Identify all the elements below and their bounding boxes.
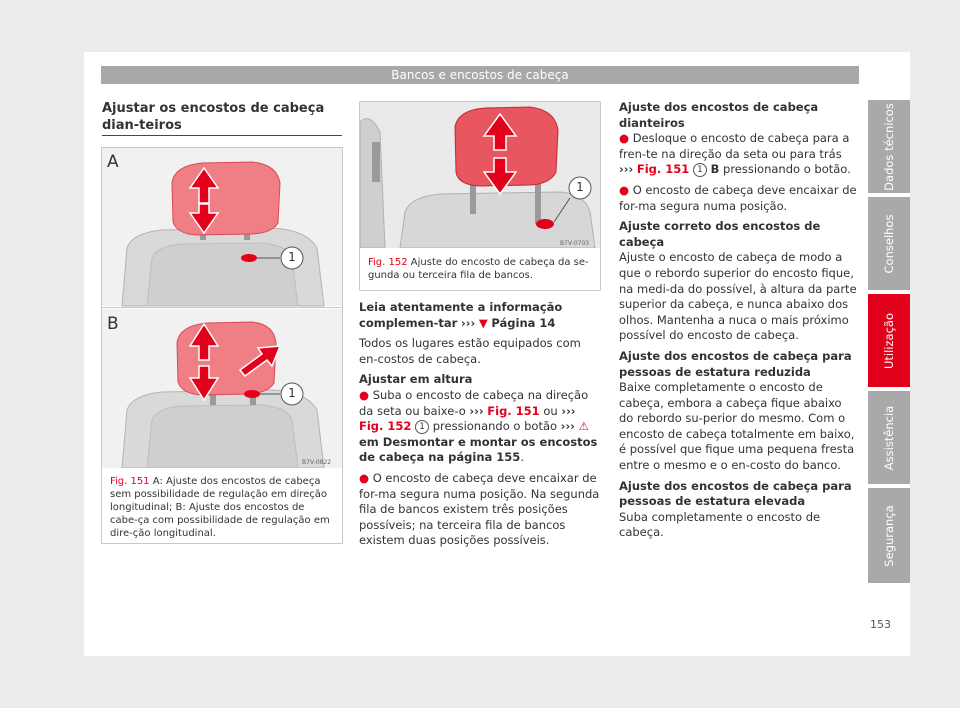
caption-text: Ajuste do encosto de cabeça da se-gunda ou terceira fila de bancos.: [368, 257, 589, 281]
text: O encosto de cabeça deve encaixar de for-ma segura numa posição.: [619, 182, 857, 213]
subheading: Ajustar em altura: [359, 372, 473, 387]
tab-dados-tecnicos[interactable]: [868, 100, 910, 193]
tab-label: Dados técnicos: [882, 102, 896, 191]
intro-text: Leia atentamente a informação complemen-tar: [359, 300, 563, 330]
text: ou: [543, 403, 558, 418]
bullet-icon: ●: [619, 131, 630, 146]
intro-paragraph: [359, 300, 601, 331]
fig-ref-link[interactable]: Fig. 151: [636, 162, 690, 177]
text: Desloque o encosto de cabeça para a fren-te na direção da seta ou para trás: [619, 131, 850, 161]
paragraph: Todos os lugares estão equipados com en-costos de cabeça.: [359, 336, 581, 366]
title-rule: [102, 135, 342, 136]
arrows: ›››: [461, 315, 476, 330]
subheading: Ajuste dos encostos de cabeça para pessoas de estatura elevada: [619, 478, 852, 509]
fig-ref-link[interactable]: Fig. 151: [487, 403, 540, 418]
tab-label: Segurança: [882, 504, 896, 567]
callout-1: 1: [288, 250, 296, 264]
bullet-item: [619, 183, 859, 214]
text: Suba o encosto de cabeça na direção da seta ou baixe-o: [359, 387, 589, 418]
caption-text: A: Ajuste dos encostos de cabeça sem possibilidade de regulação em direção longitudinal; B: Ajuste dos encostos de cabe-ça com possibilidade de regulação em dire-ção longitudinal.: [110, 476, 330, 539]
figure-caption: [368, 256, 592, 282]
arrows: ›››: [560, 419, 575, 434]
text: pressionando o botão: [432, 419, 558, 434]
text: pressionando o botão.: [723, 162, 851, 177]
paragraph: Baixe completamente o encosto de cabeça, embora a cabeça fique abaixo do rebordo su-perior do mesmo. Com o encosto de cabeça totalmente em baixo, é possível que fique uma pequena fresta entre o mesmo e o en-costo do banco.: [619, 380, 855, 473]
figure-152: [359, 101, 601, 291]
figure-151: [101, 147, 343, 544]
tab-label: Conselhos: [882, 214, 896, 273]
subheading: Ajuste dos encostos de cabeça dianteiros: [619, 100, 819, 130]
callout-number: 1: [693, 163, 707, 177]
caption-label: Fig. 152: [368, 257, 408, 268]
figure-code: B7V-0703: [560, 240, 590, 247]
bullet-item: [619, 131, 859, 178]
bullet-icon: ●: [359, 387, 370, 402]
callout-1: 1: [576, 180, 584, 194]
bullet-item: [359, 471, 601, 549]
tab-seguranca[interactable]: [868, 488, 910, 583]
bullet-item: [359, 388, 601, 466]
figure-code: B7V-0822: [302, 459, 332, 466]
callout-number: 1: [415, 420, 429, 434]
tab-utilizacao[interactable]: [868, 294, 910, 387]
text: B: [710, 162, 720, 177]
paragraph: Suba completamente o encosto de cabeça.: [619, 509, 821, 540]
callout-1: 1: [288, 386, 296, 400]
bullet-icon: ●: [619, 182, 630, 197]
arrows: ›››: [619, 162, 634, 177]
subheading: Ajuste correto dos encostos de cabeça: [619, 219, 821, 249]
tab-label: Assistência: [882, 405, 896, 470]
tab-label: Utilização: [882, 312, 896, 369]
paragraph: Ajuste o encosto de cabeça de modo a que o rebordo superior do encosto fique, na medi-da do possível, à altura da parte superior da cabeça, e nunca abaixo dos olhos. Mantenha a nuca o mais próximo possível do encosto de cabeça.: [619, 250, 857, 343]
headrest-illustration-152: [360, 102, 600, 248]
warning-icon: ⚠: [578, 419, 589, 434]
subheading: Ajuste dos encostos de cabeça para pessoas de estatura reduzida: [619, 348, 852, 379]
panel-b-label: B: [107, 314, 119, 334]
page-number: 153: [870, 618, 891, 631]
caption-label: Fig. 151: [110, 476, 150, 487]
bullet-icon: ●: [359, 470, 370, 485]
headrest-illustration-151: [102, 148, 342, 468]
page-ref-link[interactable]: Página 14: [491, 315, 556, 330]
tab-assistencia[interactable]: [868, 391, 910, 484]
fig-ref-link[interactable]: Fig. 152: [359, 419, 412, 434]
figure-caption: [110, 475, 334, 540]
text: O encosto de cabeça deve encaixar de for-ma segura numa posição. Na segunda fila de bancos existem três posições possíveis; na terceira fila de bancos existem duas posições possíveis.: [359, 470, 600, 548]
warning-ref-link[interactable]: em Desmontar e montar os encostos de cabeça na página 155: [359, 434, 598, 465]
column-3: [619, 100, 859, 546]
section-title: Ajustar os encostos de cabeça dian-teiros: [102, 101, 325, 133]
book-icon: ▼: [478, 315, 488, 330]
page-header: Bancos e encostos de cabeça: [101, 66, 859, 84]
panel-a-label: A: [107, 152, 119, 172]
tab-conselhos[interactable]: [868, 197, 910, 290]
text: .: [520, 450, 524, 465]
arrows: ›››: [469, 403, 484, 418]
column-2: [359, 300, 601, 554]
arrows: ›››: [561, 403, 576, 418]
